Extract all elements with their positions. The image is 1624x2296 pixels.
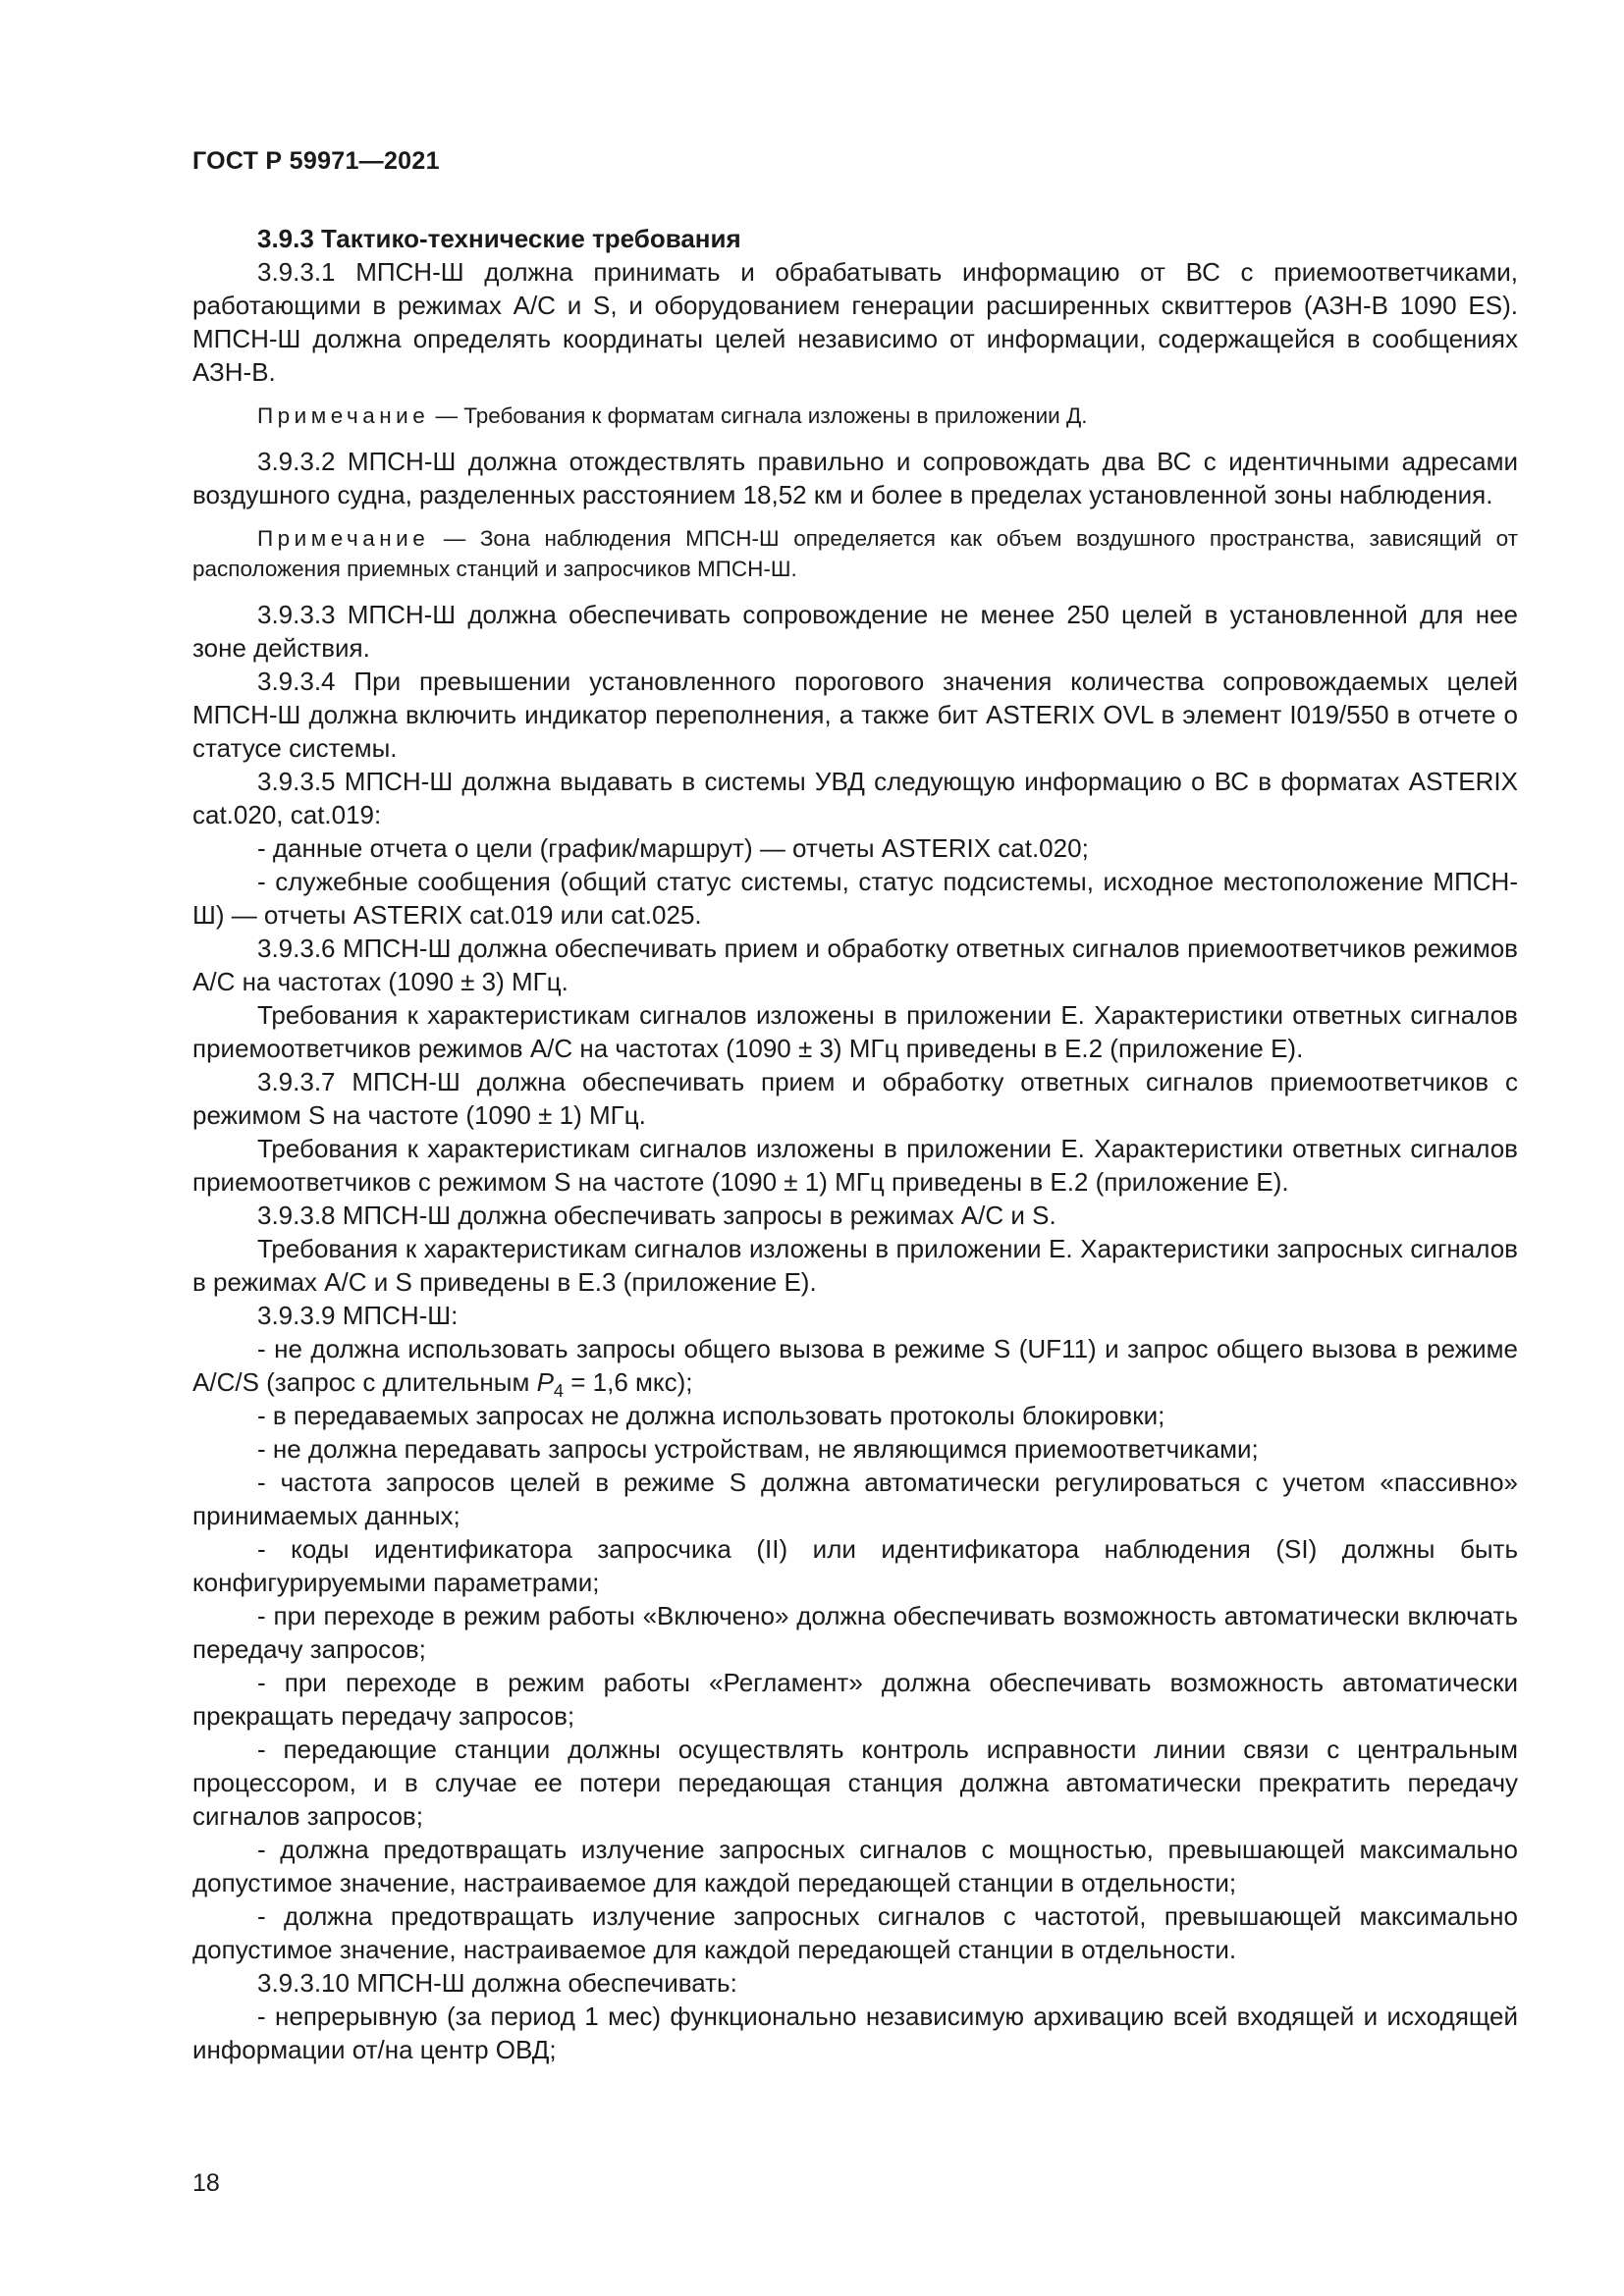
paragraph: 3.9.3.1 МПСН-Ш должна принимать и обрабатывать информацию от ВС с приемоответчиками, работающими в режимах А/С и S, и оборудованием генерации расширенных сквиттеров (АЗН-В 1090 ES). МПСН-Ш должна определять координаты целей независимо от информации, содержащейся в сообщениях АЗН-В. [192,257,1518,387]
list-item: - при переходе в режим работы «Включено» должна обеспечивать возможность автоматически включать передачу запросов; [192,1601,1518,1664]
list-item: - непрерывную (за период 1 мес) функционально независимую архивацию всей входящей и исходящей информации от/на центр ОВД; [192,2002,1518,2064]
document-header: ГОСТ Р 59971—2021 [192,147,440,175]
list-item: - данные отчета о цели (график/маршрут) — отчеты ASTERIX cat.020; [257,833,1089,863]
note-text: — Требования к форматам сигнала изложены в приложении Д. [429,403,1088,428]
note-label: Примечание [257,526,430,551]
list-item: - служебные сообщения (общий статус системы, статус подсистемы, исходное местоположение МПСН-Ш) — отчеты ASTERIX cat.019 или cat.025. [192,867,1518,930]
list-item [192,1332,1518,1402]
list-item-text: = 1,6 мкс); [564,1367,693,1397]
page-number: 18 [192,2169,220,2197]
list-item: - должна предотвращать излучение запросных сигналов с частотой, превышающей максимально допустимое значение, настраиваемое для каждой передающей станции в отдельности. [192,1901,1518,1964]
note-text: — Зона наблюдения МПСН-Ш определяется как объем воздушного пространства, зависящий от расположения приемных станций и запросчиков МПСН-Ш. [192,526,1518,581]
paragraph: Требования к характеристикам сигналов изложены в приложении Е. Характеристики запросных сигналов в режимах А/С и S приведены в Е.3 (приложение Е). [192,1234,1518,1297]
paragraph: 3.9.3.4 При превышении установленного порогового значения количества сопровождаемых целей МПСН-Ш должна включить индикатор переполнения, а также бит ASTERIX OVL в элемент I019/550 в отчете о статусе системы. [192,667,1518,763]
list-item: - при переходе в режим работы «Регламент» должна обеспечивать возможность автоматически прекращать передачу запросов; [192,1668,1518,1731]
list-item: - должна предотвращать излучение запросных сигналов с мощностью, превышающей максимально допустимое значение, настраиваемое для каждой передающей станции в отдельности; [192,1835,1518,1897]
section-heading: 3.9.3 Тактико-технические требования [257,224,741,253]
variable-symbol: P [536,1367,554,1397]
paragraph: 3.9.3.7 МПСН-Ш должна обеспечивать прием и обработку ответных сигналов приемоответчиков с режимом S на частоте (1090 ± 1) МГц. [192,1067,1518,1130]
list-item-text: - не должна использовать запросы общего вызова в режиме S (UF11) и запрос общего вызова в режиме А/С/S (запрос с длительным [192,1334,1518,1397]
paragraph: 3.9.3.2 МПСН-Ш должна отождествлять правильно и сопровождать два ВС с идентичными адресами воздушного судна, разделенных расстоянием 18,52 км и более в пределах установленной зоны наблюдения. [192,447,1518,509]
document-body [192,222,1518,2066]
paragraph: 3.9.3.9 МПСН-Ш: [257,1301,459,1330]
note [192,523,1518,584]
note-label: Примечание [257,403,430,428]
list-item: - частота запросов целей в режиме S должна автоматически регулироваться с учетом «пассивно» принимаемых данных; [192,1468,1518,1530]
list-item: - в передаваемых запросах не должна использовать протоколы блокировки; [257,1401,1165,1430]
paragraph: 3.9.3.5 МПСН-Ш должна выдавать в системы УВД следующую информацию о ВС в форматах ASTERIX cat.020, cat.019: [192,767,1518,829]
list-item: - коды идентификатора запросчика (II) или идентификатора наблюдения (SI) должны быть конфигурируемыми параметрами; [192,1534,1518,1597]
paragraph: 3.9.3.10 МПСН-Ш должна обеспечивать: [257,1968,737,1998]
paragraph: Требования к характеристикам сигналов изложены в приложении Е. Характеристики ответных сигналов приемоответчиков режимов А/С на частотах (1090 ± 3) МГц приведены в Е.2 (приложение Е). [192,1000,1518,1063]
note [192,400,1518,431]
list-item: - передающие станции должны осуществлять контроль исправности линии связи с центральным процессором, и в случае ее потери передающая станция должна автоматически прекратить передачу сигналов запросов; [192,1735,1518,1831]
paragraph: 3.9.3.3 МПСН-Ш должна обеспечивать сопровождение не менее 250 целей в установленной для нее зоне действия. [192,600,1518,663]
list-item: - не должна передавать запросы устройствам, не являющимся приемоответчиками; [257,1434,1259,1464]
paragraph: 3.9.3.8 МПСН-Ш должна обеспечивать запросы в режимах А/С и S. [257,1201,1056,1230]
paragraph: Требования к характеристикам сигналов изложены в приложении Е. Характеристики ответных сигналов приемоответчиков с режимом S на частоте (1090 ± 1) МГц приведены в Е.2 (приложение Е). [192,1134,1518,1197]
paragraph: 3.9.3.6 МПСН-Ш должна обеспечивать прием и обработку ответных сигналов приемоответчиков режимов А/С на частотах (1090 ± 3) МГц. [192,934,1518,996]
variable-subscript: 4 [553,1381,565,1402]
